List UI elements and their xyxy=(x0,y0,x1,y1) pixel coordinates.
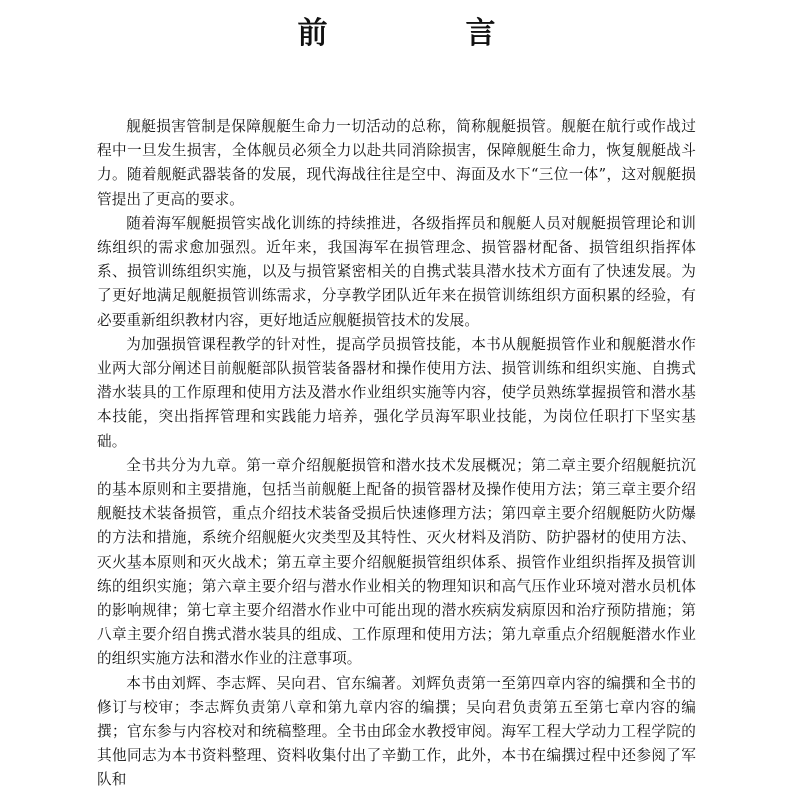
paragraph: 为加强损管课程教学的针对性，提高学员损管技能，本书从舰艇损管作业和舰艇潜水作业两大部分阐述目前舰艇部队损管装备器材和操作使用方法、损管训练和组织实施、自携式潜水装具的工作原理和使用方法及潜水作业组织实施等内容，使学员熟练掌握损管和潜水基本技能，突出指挥管理和实践能力培养，强化学员海军职业技能，为岗位任职打下坚实基础。 xyxy=(97,335,696,450)
paragraph: 舰艇损害管制是保障舰艇生命力一切活动的总称，简称舰艇损管。舰艇在航行或作战过程中一旦发生损害，全体舰员必须全力以赴共同消除损害，保障舰艇生命力，恢复舰艇战斗力。随着舰艇武器装备的发展，现代海战往往是空中、海面及水下“三位一体”，这对舰艇损管提出了更高的要求。 xyxy=(97,118,696,208)
preface-body xyxy=(97,115,696,793)
paragraph: 随着海军舰艇损管实战化训练的持续推进，各级指挥员和舰艇人员对舰艇损管理论和训练组织的需求愈加强烈。近年来，我国海军在损管理念、损管器材配备、损管组织指挥体系、损管训练组织实施，以及与损管紧密相关的自携式装具潜水技术方面有了快速发展。为了更好地满足舰艇损管训练需求，分享教学团队近年来在损管训练组织方面积累的经验，有必要重新组织教材内容，更好地适应舰艇损管技术的发展。 xyxy=(97,214,696,329)
page-title: 前 言 xyxy=(297,16,550,51)
paragraph: 全书共分为九章。第一章介绍舰艇损管和潜水技术发展概况；第二章主要介绍舰艇抗沉的基本原则和主要措施，包括当前舰艇上配备的损管器材及操作使用方法；第三章主要介绍舰艇技术装备损管，重点介绍技术装备受损后快速修理方法；第四章主要介绍舰艇防火防爆的方法和措施，系统介绍舰艇火灾类型及其特性、灭火材料及消防、防护器材的使用方法、灭火基本原则和灭火战术；第五章主要介绍舰艇损管组织体系、损管作业组织指挥及损管训练的组织实施；第六章主要介绍与潜水作业相关的物理知识和高气压作业环境对潜水员机体的影响规律；第七章主要介绍潜水作业中可能出现的潜水疾病发病原因和治疗预防措施；第八章主要介绍自携式潜水装具的组成、工作原理和使用方法；第九章重点介绍舰艇潜水作业的组织实施方法和潜水作业的注意事项。 xyxy=(97,456,696,668)
paragraph: 本书由刘辉、李志辉、吴向君、官东编著。刘辉负责第一至第四章内容的编撰和全书的修订与校审；李志辉负责第八章和第九章内容的编撰；吴向君负责第五至第七章内容的编撰；官东参与内容校对和统稿整理。全书由邱金水教授审阅。海军工程大学动力工程学院的其他同志为本书资料整理、资料收集付出了辛勤工作，此外，本书在编撰过程中还参阅了军队和 xyxy=(97,674,696,789)
